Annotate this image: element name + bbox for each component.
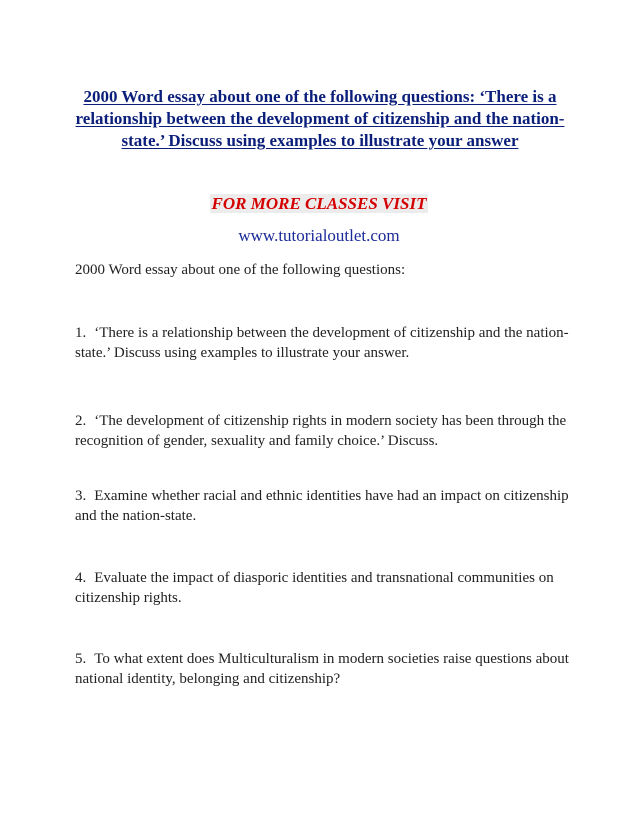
promo-banner xyxy=(0,193,638,215)
intro-text: 2000 Word essay about one of the following questions: xyxy=(75,262,406,278)
question-item xyxy=(75,568,575,608)
question-number: 4. xyxy=(75,570,87,586)
question-text: Evaluate the impact of diasporic identities and transnational communities on citizenship rights. xyxy=(75,570,554,606)
promo-text: FOR MORE CLASSES VISIT xyxy=(211,194,427,213)
question-item xyxy=(75,486,575,526)
question-number: 1. xyxy=(75,325,87,341)
question-number: 2. xyxy=(75,413,87,429)
document-title: 2000 Word essay about one of the following questions: ‘There is a relationship between the development of citizenship and the nation-state.’ Discuss using examples to illustrate your answer xyxy=(75,87,565,150)
question-text: ‘The development of citizenship rights in modern society has been through the recognition of gender, sexuality and family choice.’ Discuss. xyxy=(75,413,567,449)
website-link[interactable]: www.tutorialoutlet.com xyxy=(238,226,400,245)
question-item xyxy=(75,649,575,689)
question-item xyxy=(75,323,575,363)
question-number: 5. xyxy=(75,651,87,667)
question-text: To what extent does Multiculturalism in modern societies raise questions about national identity, belonging and citizenship? xyxy=(75,651,569,687)
question-number: 3. xyxy=(75,488,87,504)
question-text: ‘There is a relationship between the development of citizenship and the nation-state.’ Discuss using examples to illustrate your answer. xyxy=(75,325,569,361)
question-item xyxy=(75,411,575,451)
question-text: Examine whether racial and ethnic identities have had an impact on citizenship and the nation-state. xyxy=(75,488,569,524)
